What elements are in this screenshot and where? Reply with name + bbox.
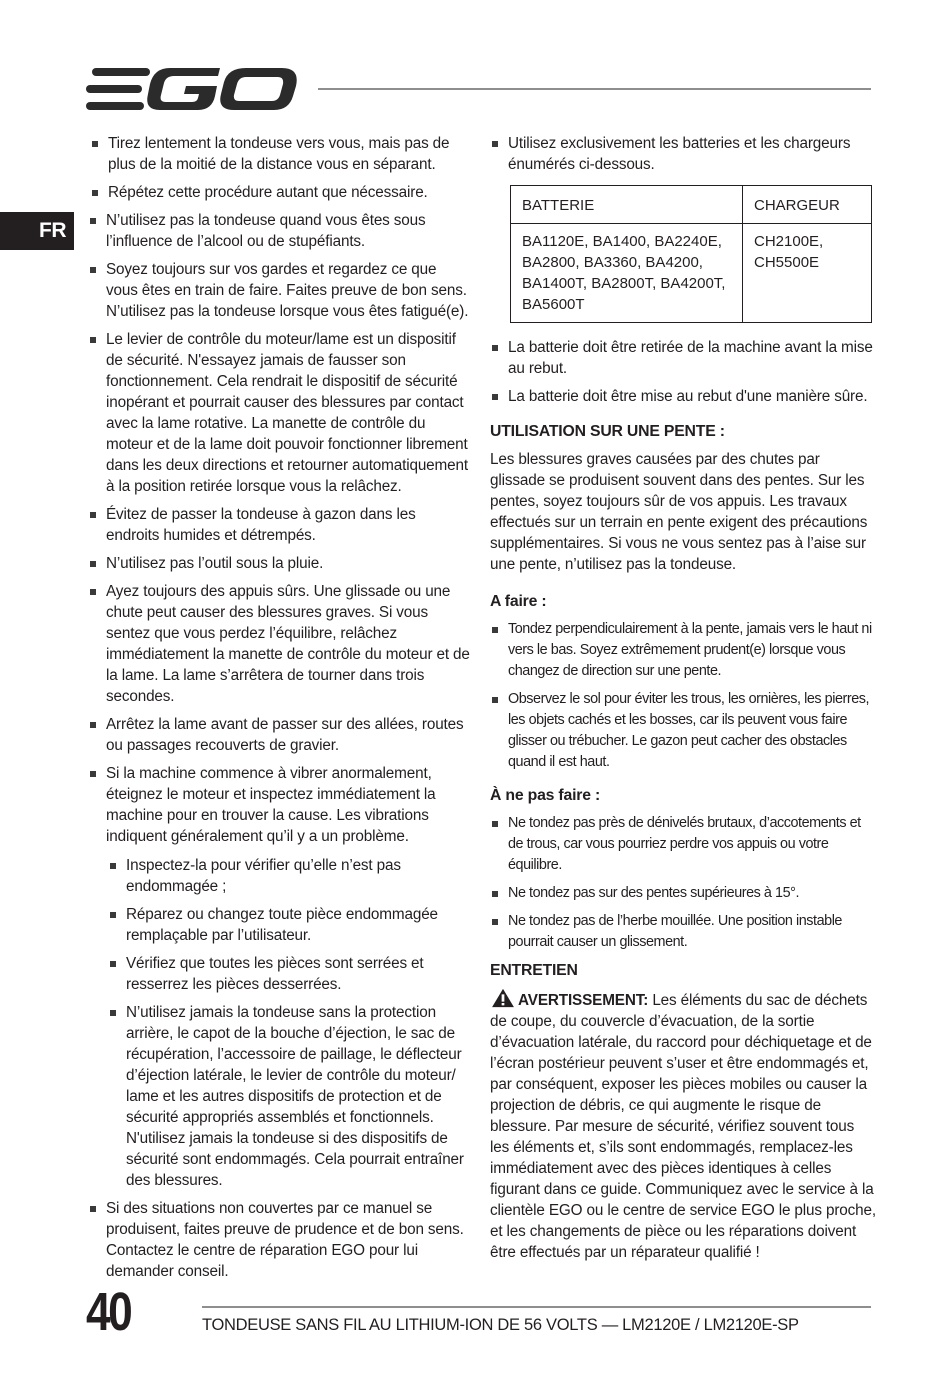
list-item: Tirez lentement la tondeuse vers vous, mais pas de plus de la moitié de la distance vous en séparant.	[90, 133, 472, 175]
do-heading: A faire :	[490, 593, 547, 610]
list-item: N’utilisez jamais la tondeuse sans la protection arrière, le capot de la bouche d’éjection, le sac de récupération, l’accessoire de paillage, le déflecteur d’éjection latérale, le levier de contrôle du moteur/ lame et les autres dispositifs de protection et de sécurité appropriés assemblés et fonctionnels. N'utilisez jamais la tondeuse si des dispositifs de sécurité sont endommagés. Cela pourrait entraîner des blessures.	[108, 1002, 472, 1191]
warning-text: Les éléments du sac de déchets de coupe, du couvercle d’évacuation, de la sortie d’évacuation latérale, du raccord pour déchiquetage et de l’écran postérieur peuvent s’user et être endommagés et, par conséquent, exposer les pièces mobiles ou causer la projection de débris, ce qui augmente le risque de blessure. Par mesure de sécurité, vérifiez souvent tous les éléments et, s’ils sont endommagés, remplacez-les immédiatement avec des pièces identiques à celles figurant dans ce guide. Communiquez avec le service à la clientèle EGO ou le centre de service EGO le plus proche, et les changements de pièce ou les réparations doivent être effectués par un réparateur qualifié !	[490, 992, 876, 1261]
left-column	[88, 133, 472, 1289]
vibration-sub-list	[108, 855, 472, 1191]
ego-logo	[86, 64, 300, 114]
battery-line: BA1400T, BA2800T, BA4200T,	[522, 275, 726, 292]
list-item: N’utilisez pas l’outil sous la pluie.	[88, 553, 472, 574]
battery-charger-table	[510, 185, 872, 323]
footer-title: TONDEUSE SANS FIL AU LITHIUM-ION DE 56 VOLTS — LM2120E / LM2120E-SP	[202, 1316, 799, 1334]
list-item: Arrêtez la lame avant de passer sur des allées, routes ou passages recouverts de gravier.	[88, 714, 472, 756]
list-item: N’utilisez pas la tondeuse quand vous êtes sous l’influence de l’alcool ou de stupéfiants.	[88, 210, 472, 252]
battery-intro-list	[490, 133, 876, 175]
list-item: Si des situations non couvertes par ce manuel se produisent, faites preuve de prudence et de bon sens. Contactez le centre de réparation EGO pour lui demander conseil.	[88, 1198, 472, 1282]
list-item: Réparez ou changez toute pièce endommagée remplaçable par l’utilisateur.	[108, 904, 472, 946]
table-header-battery: BATTERIE	[511, 186, 743, 224]
list-item: Ne tondez pas sur des pentes supérieures à 15°.	[490, 883, 876, 904]
slope-heading: UTILISATION SUR UNE PENTE :	[490, 423, 725, 440]
list-item: Soyez toujours sur vos gardes et regardez ce que vous êtes en train de faire. Faites preuve de bon sens. N’utilisez pas la tondeuse lorsque vous êtes fatigué(e).	[88, 259, 472, 322]
list-item: Ne tondez pas de l’herbe mouillée. Une position instable pourrait causer un glissement.	[490, 911, 876, 953]
maintenance-heading: ENTRETIEN	[490, 962, 578, 979]
list-item: Évitez de passer la tondeuse à gazon dans les endroits humides et détrempés.	[88, 504, 472, 546]
do-list	[490, 619, 876, 773]
list-item: Répétez cette procédure autant que nécessaire.	[90, 182, 472, 203]
battery-line: BA2800, BA3360, BA4200,	[522, 254, 703, 271]
sub-list	[90, 133, 472, 203]
charger-line: CH2100E,	[754, 233, 824, 250]
list-item: La batterie doit être mise au rebut d'une manière sûre.	[490, 386, 876, 407]
battery-cell	[511, 224, 743, 323]
battery-line: BA1120E, BA1400, BA2240E,	[522, 233, 722, 250]
charger-cell	[743, 224, 872, 323]
dont-heading: À ne pas faire :	[490, 787, 601, 804]
list-item: La batterie doit être retirée de la machine avant la mise au rebut.	[490, 337, 876, 379]
right-column	[490, 133, 876, 1263]
header-rule	[318, 88, 871, 90]
warning-triangle-icon	[490, 988, 516, 1008]
list-item: Vérifiez que toutes les pièces sont serrées et resserrez les pièces desserrées.	[108, 953, 472, 995]
safety-list	[88, 210, 472, 1282]
charger-line: CH5500E	[754, 254, 820, 271]
footer-rule	[202, 1306, 871, 1308]
language-tab: FR	[0, 212, 74, 250]
list-item: Observez le sol pour éviter les trous, les ornières, les pierres, les objets cachés et les bosses, car ils peuvent vous faire glisser ou trébucher. Le gazon peut cacher des obstacles quand il est haut.	[490, 689, 876, 773]
list-item: Tondez perpendiculairement à la pente, jamais vers le haut ni vers le bas. Soyez extrêmement prudent(e) lorsque vous changez de direction sur une pente.	[490, 619, 876, 682]
list-item: Utilisez exclusivement les batteries et les chargeurs énumérés ci-dessous.	[490, 133, 876, 175]
table-header-charger: CHARGEUR	[743, 186, 872, 224]
warning-paragraph	[490, 988, 876, 1263]
list-item: Ayez toujours des appuis sûrs. Une glissade ou une chute peut causer des blessures graves. Si vous sentez que vous perdez l’équilibre, relâchez immédiatement la manette de contrôle du moteur et de la lame. La lame s’arrêtera de tourner dans trois secondes.	[88, 581, 472, 707]
list-item: Ne tondez pas près de dénivelés brutaux, d’accotements et de trous, car vous pourriez perdre vos appuis ou votre équilibre.	[490, 813, 876, 876]
list-item: Inspectez-la pour vérifier qu’elle n’est pas endommagée ;	[108, 855, 472, 897]
list-item	[88, 763, 472, 1191]
warning-label: AVERTISSEMENT:	[518, 992, 649, 1009]
vibration-text: Si la machine commence à vibrer anormalement, éteignez le moteur et inspectez immédiatement la machine pour en trouver la cause. Les vibrations indiquent généralement qu’il y a un problème.	[106, 765, 436, 845]
page-number: 40	[86, 1282, 131, 1342]
battery-line: BA5600T	[522, 296, 585, 313]
dont-list	[490, 813, 876, 953]
table-row	[511, 224, 872, 323]
list-item: Le levier de contrôle du moteur/lame est un dispositif de sécurité. N'essayez jamais de fausser son fonctionnement. Cela rendrait le dispositif de sécurité inopérant et pourrait causer des blessures par contact avec la lame rotative. La manette de contrôle du moteur et de la lame doit pouvoir fonctionner librement dans les deux directions et retourner automatiquement à la position retirée lorsque vous la relâchez.	[88, 329, 472, 497]
slope-text: Les blessures graves causées par des chutes par glissade se produisent souvent dans des pentes. Sur les pentes, soyez toujours sûr de vos appuis. Les travaux effectués sur un terrain en pente exigent des précautions supplémentaires. Si vous ne vous sentez pas à l’aise sur une pente, n’utilisez pas la tondeuse.	[490, 451, 868, 573]
disposal-list	[490, 337, 876, 407]
